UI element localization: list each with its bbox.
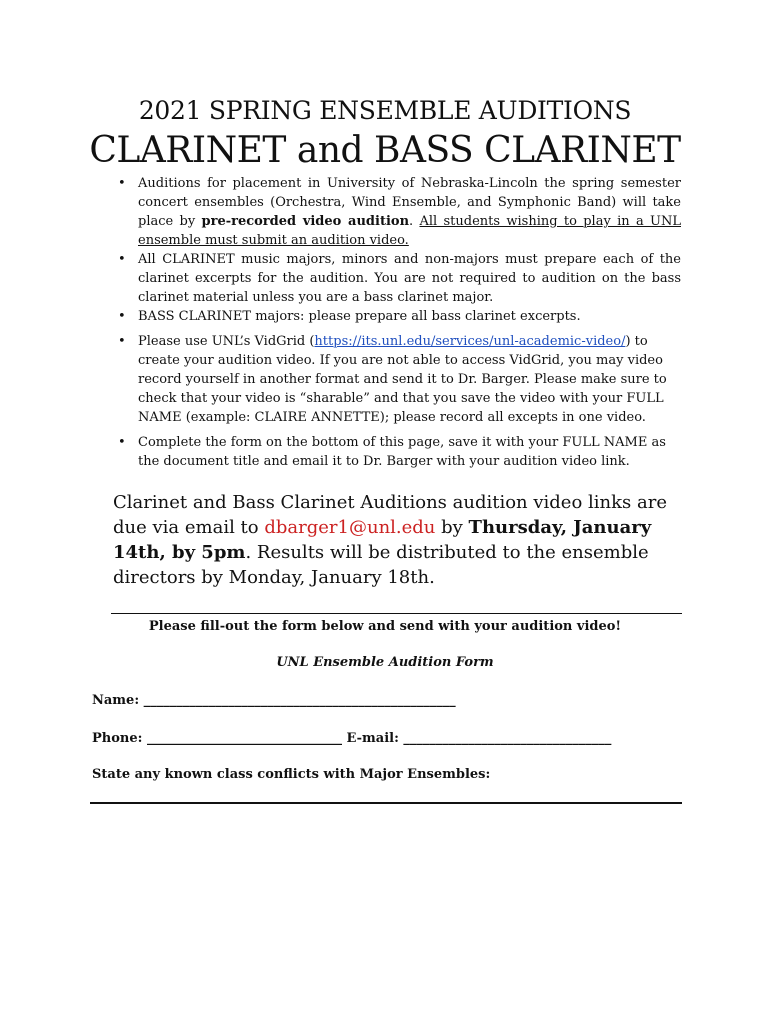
instructions-list (118, 174, 681, 471)
bullet-dot-icon: • (118, 252, 126, 267)
name-field[interactable]: Name: ________________________________________________ (92, 693, 456, 708)
conflicts-label: State any known class conflicts with Major Ensembles: (92, 767, 491, 782)
form-title: UNL Ensemble Audition Form (276, 655, 494, 670)
list-item: • BASS CLARINET majors: please prepare all bass clarinet excerpts. (118, 309, 581, 324)
deadline-text: Thursday, January 14th, by 5pm (113, 517, 652, 563)
list-item: • All CLARINET music majors, minors and non-majors must prepare each of the clarinet excerpts for the audition. You are not required to audition on the bass clarinet material unless you are a bass clarinet major. (118, 252, 681, 305)
phone-email-field[interactable]: Phone: ______________________________ E-mail: ________________________________ (92, 731, 612, 746)
bold-emphasis: pre-recorded video audition (201, 214, 410, 229)
heading-auditions: 2021 SPRING ENSEMBLE AUDITIONS (138, 96, 632, 125)
underlined-requirement: All students wishing to play in a UNL ensemble must submit an audition video. (138, 214, 681, 248)
section-divider (111, 613, 682, 614)
bullet-dot-icon: • (118, 176, 126, 191)
bullet-dot-icon: • (118, 435, 126, 450)
list-item: • Complete the form on the bottom of this page, save it with your FULL NAME as the document title and email it to Dr. Barger with your audition video link. (118, 435, 666, 469)
email-link[interactable]: dbarger1@unl.edu (264, 517, 436, 538)
list-item: • Auditions for placement in University of Nebraska-Lincoln the spring semester concert ensembles (Orchestra, Wind Ensemble, and Symphonic Band) will take place by pre-recorded video audition. All students wishing to play in a UNL ensemble must submit an audition video. (118, 176, 681, 248)
heading-instrument: CLARINET and BASS CLARINET (89, 130, 681, 171)
vidgrid-link[interactable]: https://its.unl.edu/services/unl-academic-video/ (314, 334, 626, 349)
bullet-dot-icon: • (118, 334, 126, 349)
list-item: • Please use UNL’s VidGrid (https://its.unl.edu/services/unl-academic-video/) to create your audition video. If you are not able to access VidGrid, you may video record yourself in another format and send it to Dr. Barger. Please make sure to check that your video is “sharable” and that you save the video with your FULL NAME (example: CLAIRE ANNETTE); please record all excepts in one video. (118, 334, 667, 425)
form-bottom-divider (90, 802, 682, 804)
form-instruction: Please fill-out the form below and send with your audition video! (148, 619, 622, 634)
due-date-notice: Clarinet and Bass Clarinet Auditions audition video links are due via email to dbarger1@unl.edu by Thursday, January 14th, by 5pm. Results will be distributed to the ensemble directors by Monday, January 18th. (113, 492, 667, 588)
bullet-dot-icon: • (118, 309, 126, 324)
